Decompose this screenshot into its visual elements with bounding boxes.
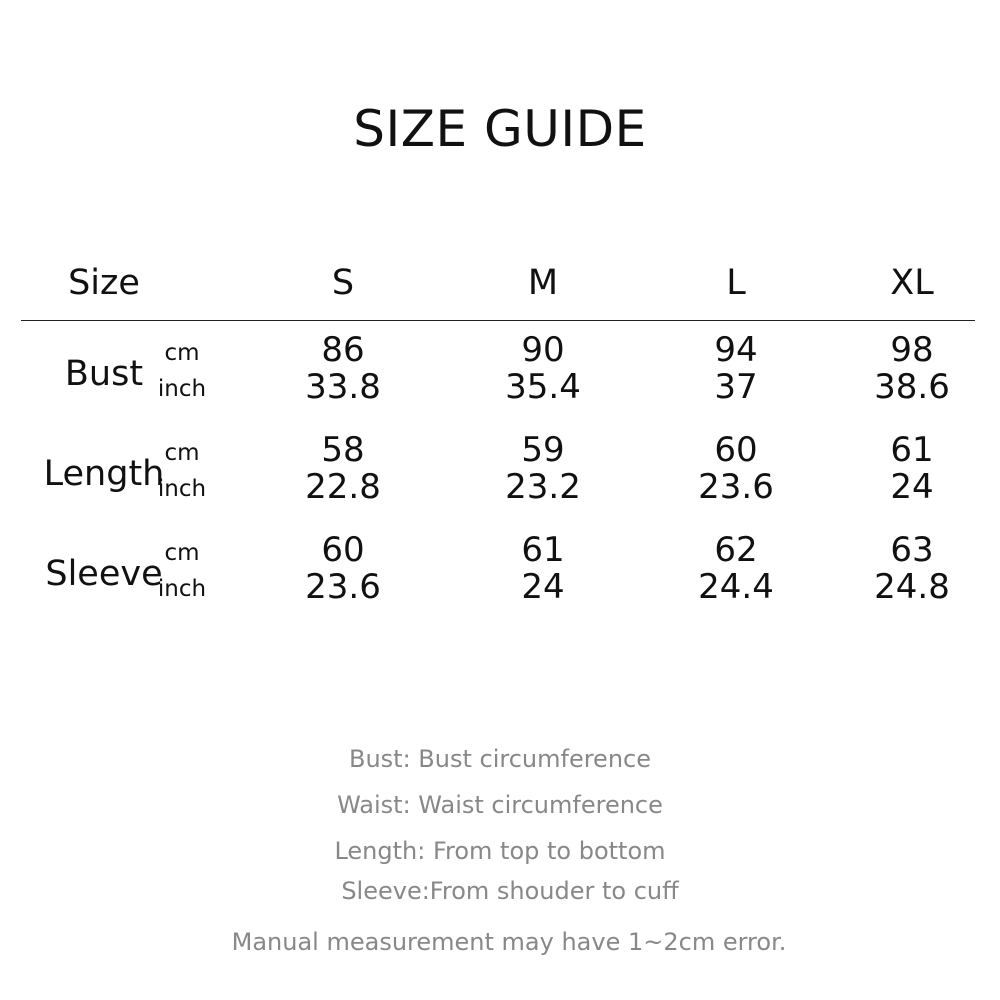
length-cm-l: 60 [714, 430, 758, 470]
row-label-length: Length [43, 454, 165, 494]
sleeve-inch-l: 24.4 [698, 567, 774, 607]
bust-cm-s: 86 [321, 330, 365, 370]
page-title: SIZE GUIDE [353, 100, 647, 158]
row-label-bust: Bust [64, 354, 144, 394]
bust-cm-xl: 98 [890, 330, 934, 370]
bust-cm-m: 90 [521, 330, 565, 370]
unit-inch-label: inch [157, 576, 207, 602]
note-length: Length: From top to bottom [334, 837, 666, 865]
unit-inch-label: inch [157, 376, 207, 402]
unit-cm-label: cm [164, 440, 200, 466]
bust-inch-m: 35.4 [505, 367, 581, 407]
row-label-sleeve: Sleeve [45, 554, 163, 594]
column-header-s: S [331, 263, 355, 303]
size-header: Size [68, 263, 140, 303]
column-header-m: M [527, 263, 559, 303]
length-inch-m: 23.2 [505, 467, 581, 507]
sleeve-cm-l: 62 [714, 530, 758, 570]
sleeve-inch-xl: 24.8 [874, 567, 950, 607]
unit-cm-label: cm [164, 340, 200, 366]
unit-inch-label: inch [157, 476, 207, 502]
length-cm-xl: 61 [890, 430, 934, 470]
note-error: Manual measurement may have 1~2cm error. [231, 928, 787, 956]
column-header-l: L [726, 263, 746, 303]
length-inch-xl: 24 [890, 467, 934, 507]
length-inch-s: 22.8 [305, 467, 381, 507]
note-sleeve: Sleeve:From shouder to cuff [341, 877, 679, 905]
length-cm-s: 58 [321, 430, 365, 470]
sleeve-cm-m: 61 [521, 530, 565, 570]
length-inch-l: 23.6 [698, 467, 774, 507]
bust-inch-l: 37 [714, 367, 758, 407]
sleeve-inch-m: 24 [521, 567, 565, 607]
sleeve-cm-xl: 63 [890, 530, 934, 570]
bust-inch-xl: 38.6 [874, 367, 950, 407]
unit-cm-label: cm [164, 540, 200, 566]
bust-inch-s: 33.8 [305, 367, 381, 407]
bust-cm-l: 94 [714, 330, 758, 370]
length-cm-m: 59 [521, 430, 565, 470]
note-waist: Waist: Waist circumference [337, 791, 663, 819]
sleeve-cm-s: 60 [321, 530, 365, 570]
column-header-xl: XL [890, 263, 934, 303]
sleeve-inch-s: 23.6 [305, 567, 381, 607]
note-bust: Bust: Bust circumference [348, 745, 651, 773]
